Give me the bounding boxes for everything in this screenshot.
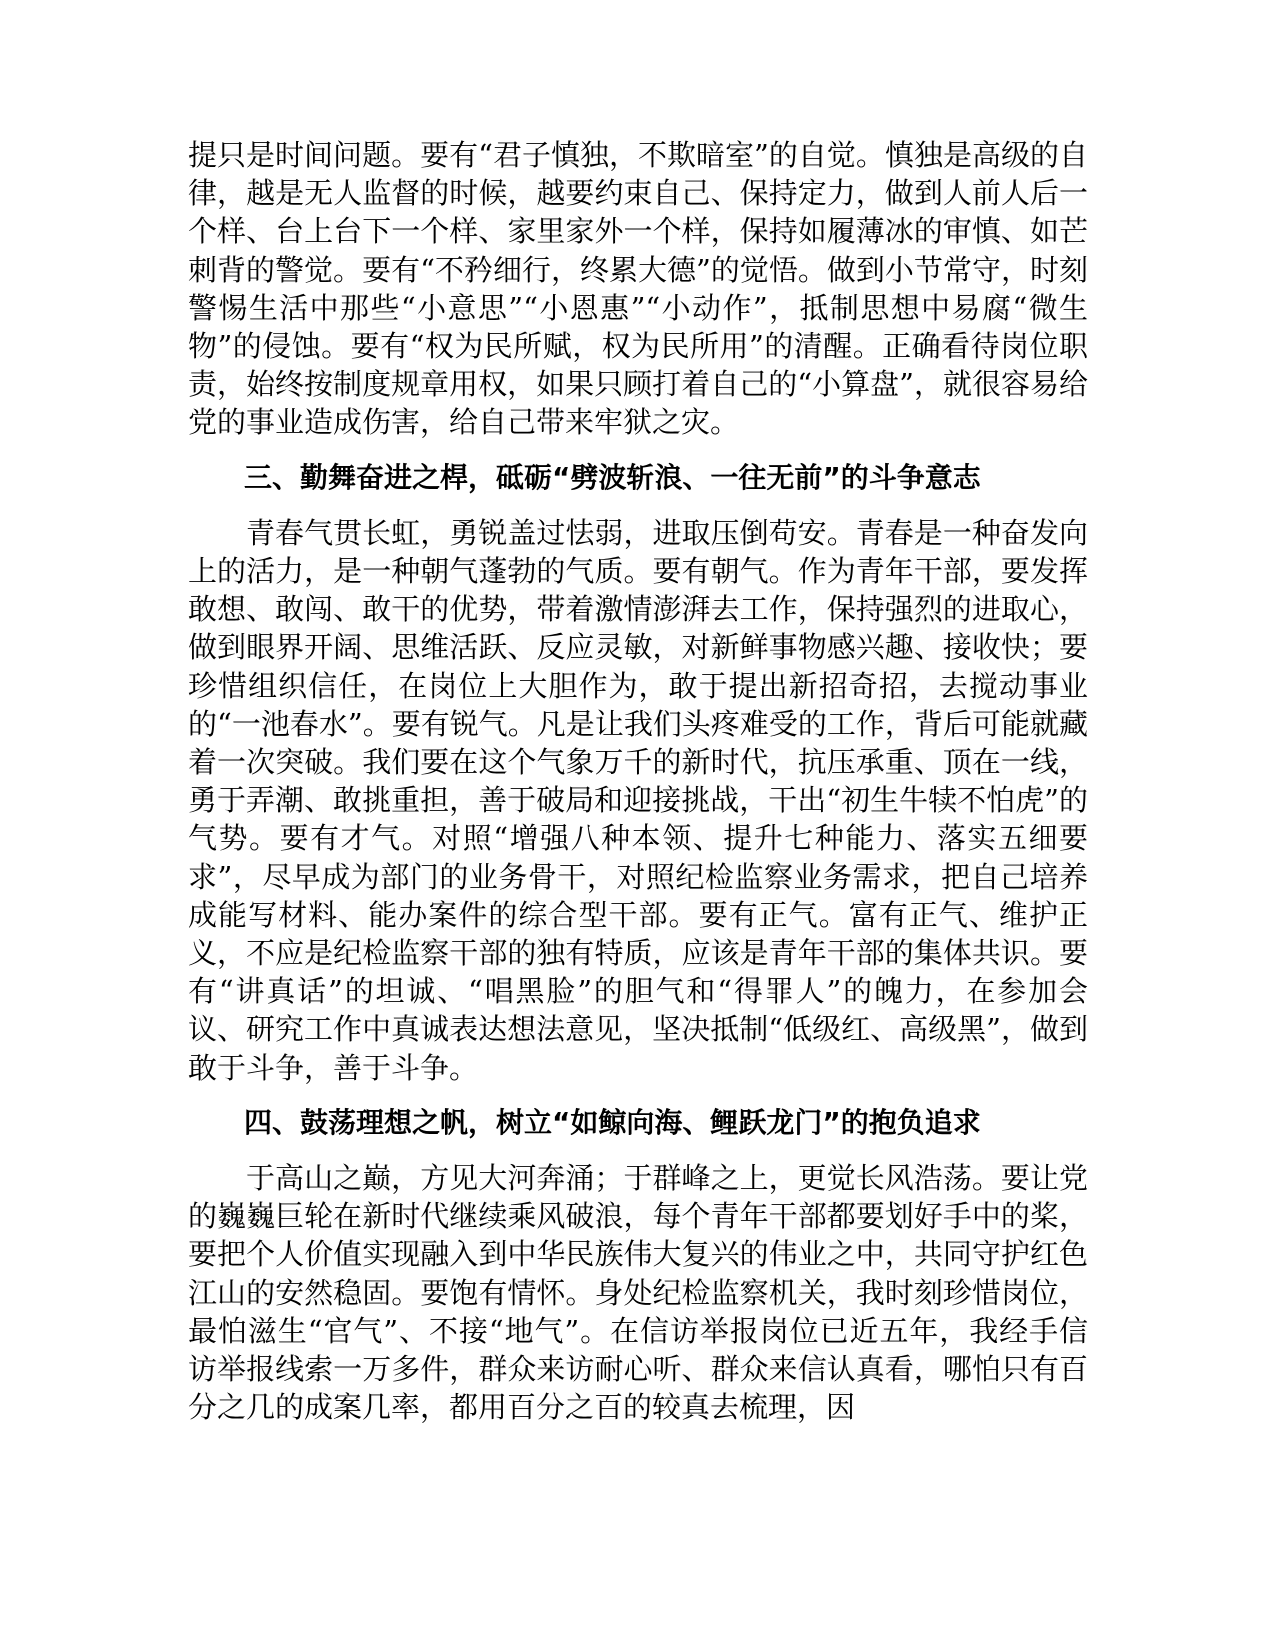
section-heading-4: 四、鼓荡理想之帆，树立“如鲸向海、鲤跃龙门”的抱负追求 (244, 1105, 981, 1139)
section-heading-3: 三、勤舞奋进之桿，砥砺“劈波斩浪、一往无前”的斗争意志 (244, 460, 981, 494)
paragraph-section-4: 于高山之巅，方见大河奔涌；于群峰之上，更觉长风浩荡。要让党的巍巍巨轮在新时代继续乘风破浪，每个青年干部都要划好手中的桨，要把个人价值实现融入到中华民族伟大复兴的伟业之中，共同守护红色江山的安然稳固。要饱有情怀。身处纪检监察机关，我时刻珍惜岗位，最怕滋生“官气”、不接“地气”。在信访举报岗位已近五年，我经手信访举报线索一万多件，群众来访耐心听、群众来信认真看，哪怕只有百分之几的成案几率，都用百分之百的较真去梳理，因 (188, 1161, 1088, 1425)
document-page (188, 136, 1088, 1427)
paragraph-section-3: 青春气贯长虹，勇锐盖过怯弱，进取压倒苟安。青春是一种奋发向上的活力，是一种朝气蓬勃的气质。要有朝气。作为青年干部，要发挥敢想、敢闯、敢干的优势，带着激情澎湃去工作，保持强烈的进取心，做到眼界开阔、思维活跃、反应灵敏，对新鲜事物感兴趣、接收快；要珍惜组织信任，在岗位上大胆作为，敢于提出新招奇招，去搅动事业的“一池春水”。要有锐气。凡是让我们头疼难受的工作，背后可能就藏着一次突破。我们要在这个气象万千的新时代，抗压承重、顶在一线，勇于弄潮、敢挑重担，善于破局和迎接挑战，干出“初生牛犊不怕虎”的气势。要有才气。对照“增强八种本领、提升七种能力、落实五细要求”，尽早成为部门的业务骨干，对照纪检监察业务需求，把自己培养成能写材料、能办案件的综合型干部。要有正气。富有正气、维护正义，不应是纪检监察干部的独有特质，应该是青年干部的集体共识。要有“讲真话”的坦诚、“唱黑脸”的胆气和“得罪人”的魄力，在参加会议、研究工作中真诚表达想法意见，坚决抵制“低级红、高级黑”，做到敢于斗争，善于斗争。 (188, 515, 1088, 1085)
paragraph-continued: 提只是时间问题。要有“君子慎独，不欺暗室”的自觉。慎独是高级的自律，越是无人监督的时候，越要约束自己、保持定力，做到人前人后一个样、台上台下一个样、家里家外一个样，保持如履薄冰的审慎、如芒刺背的警觉。要有“不矜细行，终累大德”的觉悟。做到小节常守，时刻警惕生活中那些“小意思”“小恩惠”“小动作”，抵制思想中易腐“微生物”的侵蚀。要有“权为民所赋，权为民所用”的清醒。正确看待岗位职责，始终按制度规章用权，如果只顾打着自己的“小算盘”，就很容易给党的事业造成伤害，给自己带来牢狱之灾。 (188, 138, 1088, 440)
